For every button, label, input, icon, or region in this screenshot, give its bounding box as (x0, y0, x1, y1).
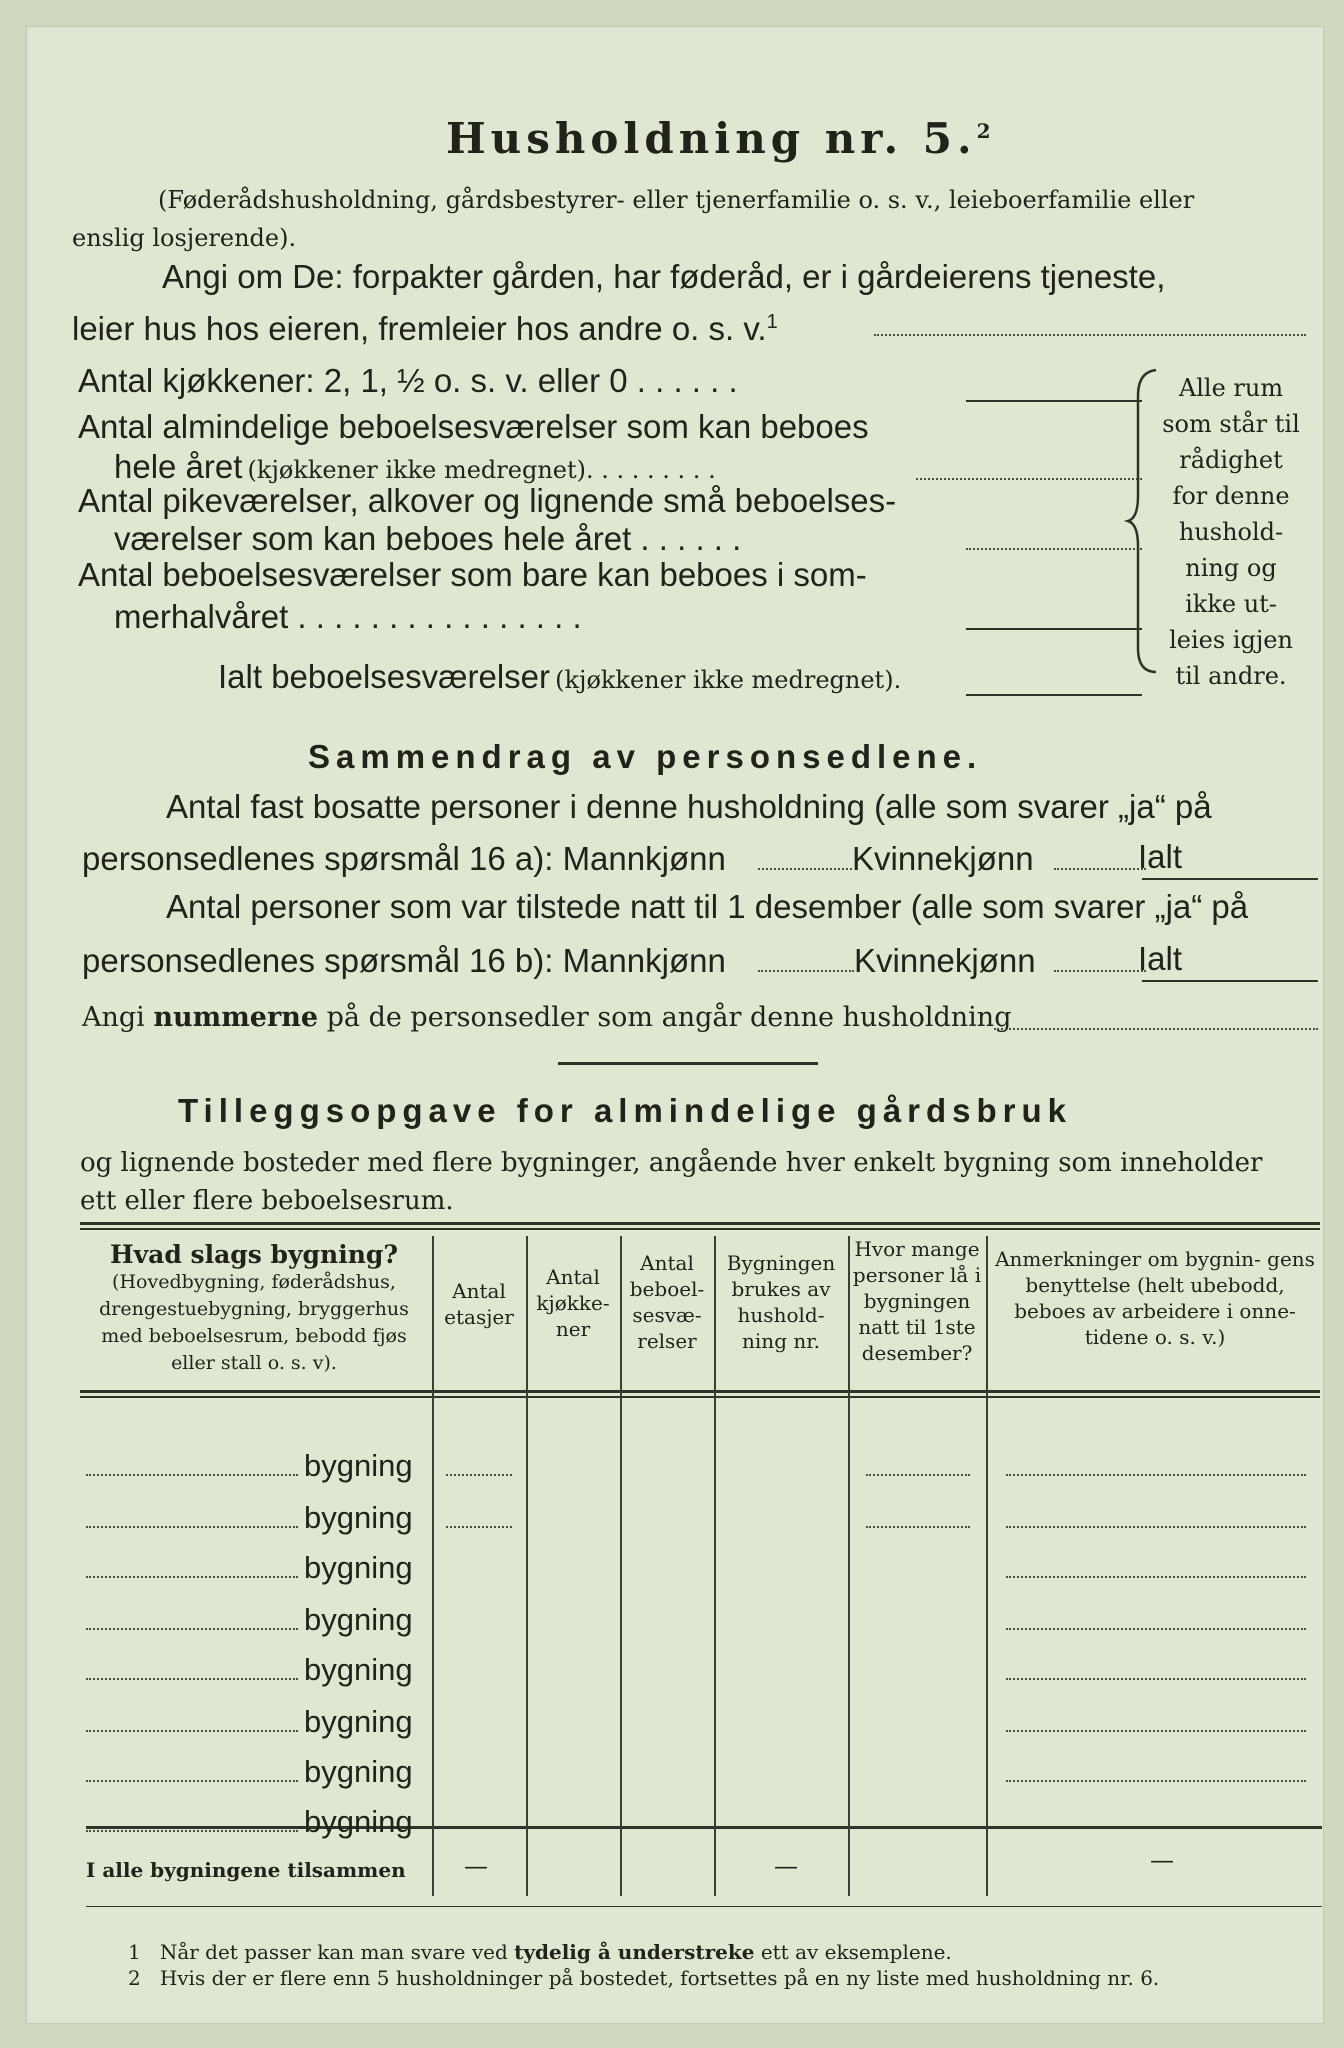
table-row-building: bygning (304, 1652, 413, 1687)
small-rooms-line2: værelser som kan beboes hele året . . . . . . (114, 520, 742, 557)
row-field[interactable] (1006, 1678, 1306, 1680)
brace-note-line: Alle rum (1178, 374, 1284, 402)
kitchens-answer-line[interactable] (966, 400, 1142, 402)
section-divider (558, 1062, 818, 1065)
column-divider (620, 1236, 622, 1896)
col-header-building-type-sub: (Hovedbygning, føderådshus, drengestuebygning, bryggerhus med beboelsesrum, bebodd fjøs eller stall o. s. v). (99, 1271, 409, 1374)
total-rooms-label: Ialt beboelsesværelser (kjøkkener ikke medregnet). (218, 658, 902, 695)
row-field[interactable] (1006, 1628, 1306, 1630)
building-type-field[interactable] (86, 1526, 298, 1528)
small-rooms-answer-line[interactable] (966, 548, 1142, 550)
resident-total-field[interactable] (1142, 878, 1318, 880)
total-household-dash: — (774, 1852, 798, 1880)
rooms-question-line1: Antal almindelige beboelsesværelser som kan beboes (78, 408, 869, 445)
building-type-field[interactable] (86, 1628, 298, 1630)
total-remarks-dash: — (1150, 1846, 1174, 1874)
col-header-remarks: Anmerkninger om bygnin- gens benyttelse (helt ubebodd, beboes av arbeidere i onne- tidene o. s. v.) (995, 1247, 1315, 1349)
brace-note (1156, 370, 1306, 694)
brace-note-line: for denne (1172, 482, 1290, 510)
building-type-field[interactable] (86, 1830, 298, 1832)
resident-line1: Antal fast bosatte personer i denne husholdning (alle som svarer „ja“ på (166, 788, 1212, 825)
subtitle-line2: enslig losjerende). (72, 224, 297, 252)
resident-line2: personsedlenes spørsmål 16 a): Mannkjønn (82, 840, 726, 877)
brace-note-line: hushold- (1178, 518, 1284, 546)
building-type-field[interactable] (86, 1576, 298, 1578)
col-header-persons: Hvor mange personer lå i bygningen natt til 1ste desember? (852, 1237, 982, 1365)
present-total-field[interactable] (1142, 980, 1318, 982)
column-divider (848, 1236, 850, 1896)
footnote-1: 1 Når det passer kan man svare ved tydelig å understreke ett av eksemplene. (128, 1940, 952, 1964)
numbers-line: Angi nummerne på de personsedler som angår denne husholdning (82, 1002, 1012, 1033)
building-type-field[interactable] (86, 1780, 298, 1782)
row-field[interactable] (446, 1474, 512, 1476)
page-title: Husholdning nr. 5.$^2$ (446, 114, 991, 163)
supplement-intro-line2: ett eller flere beboelsesrum. (80, 1186, 454, 1216)
table-total-label: I alle bygningene tilsammen (86, 1858, 406, 1882)
row-field[interactable] (866, 1474, 970, 1476)
present-line1: Antal personer som var tilstede natt til 1 desember (alle som svarer „ja“ på (166, 888, 1249, 925)
rooms-question-line2: hele året (kjøkkener ikke medregnet). . . . . . . . . (114, 448, 716, 485)
present-female-label: Kvinnekjønn (854, 942, 1036, 979)
resident-total-label: Ialt (1138, 838, 1183, 875)
present-total-label: Ialt (1138, 940, 1183, 977)
summer-rooms-line2: merhalvåret . . . . . . . . . . . . . . . . (114, 598, 582, 635)
table-row-building: bygning (304, 1602, 413, 1637)
col-header-household: Bygningen brukes av hushold- ning nr. (726, 1251, 836, 1353)
answer-line-occupancy[interactable] (874, 334, 1306, 336)
brace-note-line: rådighet (1179, 446, 1283, 474)
table-row-building: bygning (304, 1550, 413, 1585)
col-header-rooms: Antal beboel- sesvæ- relser (629, 1251, 705, 1353)
brace-note-line: som står til (1162, 410, 1300, 438)
supplement-intro-line1: og lignende bosteder med flere bygninger, angående hver enkelt bygning som inneholder (80, 1148, 1263, 1178)
table-top-rule-inner (80, 1228, 1320, 1230)
col-header-building-type-title: Hvad slags bygning? (109, 1240, 399, 1269)
table-row-building: bygning (304, 1704, 413, 1739)
present-line2: personsedlenes spørsmål 16 b): Mannkjønn (82, 942, 726, 979)
question-line2: leier hus hos eieren, fremleier hos andre o. s. v.$^1$ (72, 310, 778, 347)
row-field[interactable] (1006, 1526, 1306, 1528)
row-field[interactable] (866, 1526, 970, 1528)
small-rooms-line1: Antal pikeværelser, alkover og lignende små beboelses- (78, 482, 897, 519)
total-floors-dash: — (464, 1852, 488, 1880)
building-type-field[interactable] (86, 1678, 298, 1680)
kitchens-question: Antal kjøkkener: 2, 1, ½ o. s. v. eller 0 . . . . . . (78, 362, 738, 399)
resident-female-label: Kvinnekjønn (852, 840, 1034, 877)
present-female-field[interactable] (1054, 970, 1146, 972)
table-row-building: bygning (304, 1448, 413, 1483)
row-field[interactable] (1006, 1780, 1306, 1782)
brace-note-line: til andre. (1175, 662, 1287, 690)
row-field[interactable] (446, 1526, 512, 1528)
brace-note-line: leies igjen (1169, 626, 1293, 654)
resident-male-field[interactable] (758, 868, 852, 870)
row-field[interactable] (1006, 1474, 1306, 1476)
table-header-rule (80, 1390, 1320, 1393)
column-divider (714, 1236, 716, 1896)
brace-note-line: ning og (1185, 554, 1277, 582)
table-row-building: bygning (304, 1754, 413, 1789)
total-rooms-answer-line[interactable] (966, 694, 1142, 696)
column-divider (986, 1236, 988, 1896)
present-male-field[interactable] (758, 970, 854, 972)
summer-rooms-line1: Antal beboelsesværelser som bare kan beboes i som- (78, 556, 867, 593)
supplement-heading: Tilleggsopgave for almindelige gårdsbruk (178, 1092, 1073, 1129)
question-line1: Angi om De: forpakter gården, har føderåd, er i gårdeierens tjeneste, (162, 258, 1166, 295)
table-top-rule (80, 1222, 1320, 1225)
census-form-page (26, 26, 1324, 2024)
col-header-kitchens: Antal kjøkke- ner (536, 1265, 610, 1341)
building-type-field[interactable] (86, 1474, 298, 1476)
row-field[interactable] (1006, 1576, 1306, 1578)
resident-female-field[interactable] (1054, 868, 1146, 870)
numbers-field[interactable] (994, 1028, 1318, 1030)
table-header-rule-inner (80, 1396, 1320, 1398)
rooms-answer-line[interactable] (916, 478, 1142, 480)
row-field[interactable] (1006, 1730, 1306, 1732)
col-header-building-type (80, 1240, 428, 1377)
table-row-building: bygning (304, 1804, 413, 1839)
footnote-2: 2 Hvis der er flere enn 5 husholdninger på bostedet, fortsettes på en ny liste med husholdning nr. 6. (128, 1966, 1160, 1990)
table-bottom-rule (86, 1906, 1322, 1907)
summer-rooms-answer-line[interactable] (966, 628, 1142, 630)
table-total-rule (86, 1826, 1322, 1829)
building-type-field[interactable] (86, 1730, 298, 1732)
brace-note-line: ikke ut- (1185, 590, 1277, 618)
column-divider (526, 1236, 528, 1896)
summary-heading: Sammendrag av personsedlene. (308, 738, 983, 775)
col-header-floors: Antal etasjer (444, 1279, 514, 1329)
table-row-building: bygning (304, 1500, 413, 1535)
subtitle-line1: (Føderådshusholdning, gårdsbestyrer- eller tjenerfamilie o. s. v., leieboerfamilie eller (158, 186, 1195, 214)
column-divider (432, 1236, 434, 1896)
